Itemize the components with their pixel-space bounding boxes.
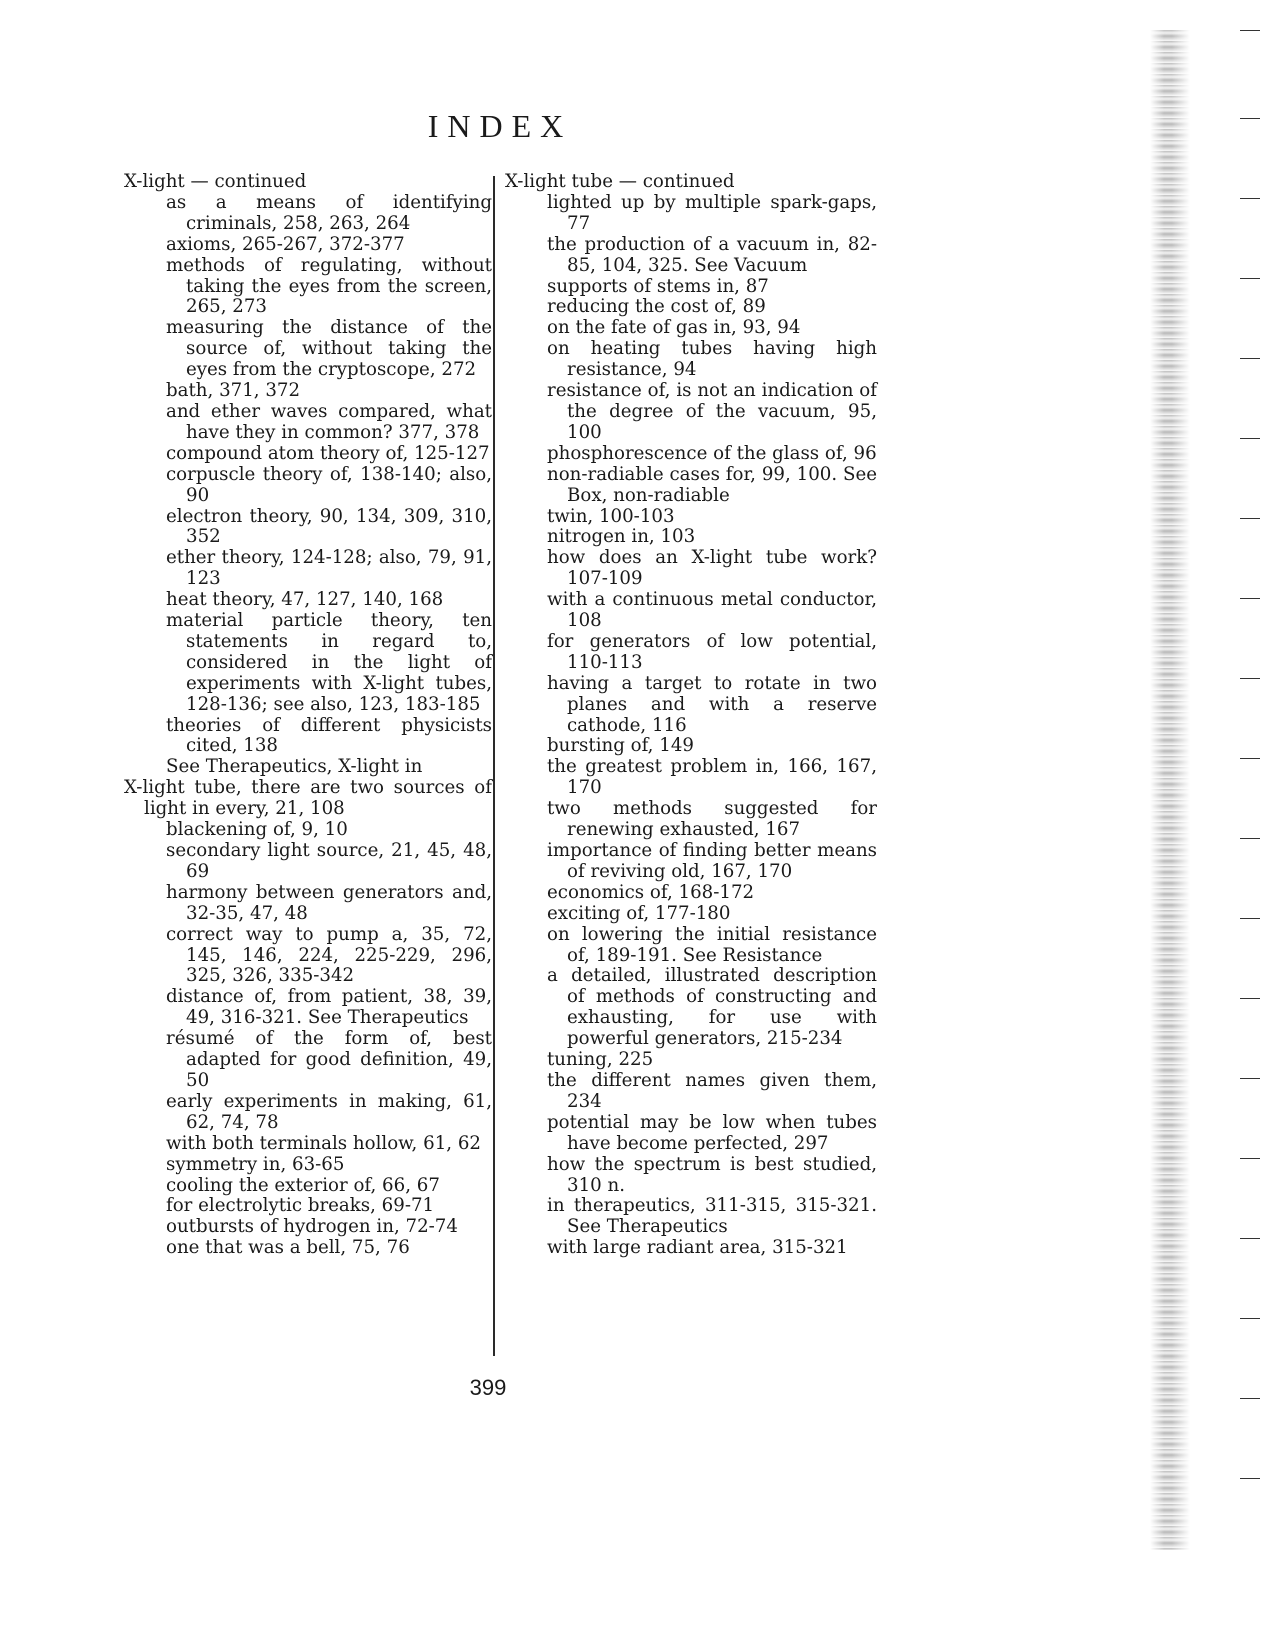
index-entry: blackening of, 9, 10 (166, 819, 348, 841)
index-entry: supports of stems in, 87 (547, 275, 769, 297)
index-entry: the production of a vacuum in, 82-85, 104, 325. See Vacuum (547, 233, 877, 276)
index-entry: one that was a bell, 75, 76 (166, 1237, 410, 1259)
index-column-left (124, 172, 492, 1259)
scanned-binding-edge (1150, 30, 1190, 1550)
margin-tick (1240, 838, 1260, 839)
margin-tick (1240, 358, 1260, 359)
index-entry: potential may be low when tubes have become perfected, 297 (547, 1111, 877, 1154)
index-entry: résumé of the form of, best adapted for good definition, 49, 50 (166, 1028, 492, 1091)
index-entry: resistance of, is not an indication of the degree of the vacuum, 95, 100 (547, 380, 877, 443)
index-entry: bath, 371, 372 (166, 380, 301, 402)
index-entry: methods of regulating, without taking the eyes from the screen, 265, 273 (166, 254, 492, 318)
index-entry: material particle theory, ten statements in regard to, considered in the light of experiments with X-light tubes, 128-136; see also, 123, 183-185 (166, 610, 492, 715)
index-entry: how does an X-light tube work? 107-109 (547, 547, 877, 590)
index-entry: heat theory, 47, 127, 140, 168 (166, 589, 444, 611)
index-entry: importance of finding better means of reviving old, 167, 170 (547, 840, 877, 882)
index-entry: on heating tubes having high resistance, 94 (547, 338, 877, 381)
index-entry: on lowering the initial resistance of, 189-191. See Resistance (547, 923, 877, 966)
margin-tick (1240, 518, 1260, 519)
margin-tick (1240, 1078, 1260, 1079)
index-entry: outbursts of hydrogen in, 72-74 (166, 1216, 458, 1238)
index-entry: nitrogen in, 103 (547, 526, 696, 548)
margin-tick (1240, 1158, 1260, 1159)
margin-tick (1240, 1398, 1260, 1399)
index-entry: for generators of low potential, 110-113 (547, 630, 877, 673)
index-entry: for electrolytic breaks, 69-71 (166, 1195, 435, 1217)
index-entry: reducing the cost of, 89 (547, 296, 766, 318)
index-entry: ether theory, 124-128; also, 79, 91, 123 (166, 547, 492, 590)
page-number: 399 (469, 1375, 507, 1400)
index-entry: the greatest problem in, 166, 167, 170 (547, 756, 877, 799)
index-heading: X-light tube, there are two sources of light in every, 21, 108 (124, 777, 492, 820)
margin-tick (1240, 1318, 1260, 1319)
index-entry: compound atom theory of, 125-127 (166, 442, 490, 464)
index-entry: on the fate of gas in, 93, 94 (547, 317, 801, 339)
index-entry: how the spectrum is best studied, 310 n. (547, 1153, 877, 1196)
index-entry: two methods suggested for renewing exhausted, 167 (547, 798, 877, 841)
index-entry: and ether waves compared, what have they in common? 377, 378 (166, 400, 492, 443)
index-entry: with large radiant area, 315-321 (547, 1237, 848, 1259)
margin-tick (1240, 278, 1260, 279)
index-entry: as a means of identifying criminals, 258, 263, 264 (166, 191, 492, 234)
index-entry: measuring the distance of the source of, without taking the eyes from the cryptoscope, 272 (166, 317, 492, 381)
margin-tick (1240, 438, 1260, 439)
index-entry: symmetry in, 63-65 (166, 1153, 345, 1175)
index-entry: See Therapeutics, X-light in (166, 756, 423, 778)
index-entry: early experiments in making, 61, 62, 74, 78 (166, 1090, 492, 1133)
index-entry: twin, 100-103 (547, 505, 675, 527)
margin-tick (1240, 998, 1260, 999)
index-entry: economics of, 168-172 (547, 881, 755, 903)
margin-tick (1240, 678, 1260, 679)
index-entry: in therapeutics, 311-315, 315-321. See Therapeutics (547, 1195, 877, 1238)
index-entry: tuning, 225 (547, 1049, 654, 1071)
index-heading: X-light — continued (124, 171, 307, 192)
margin-tick (1240, 918, 1260, 919)
margin-tick (1240, 758, 1260, 759)
page-title: INDEX (427, 108, 573, 144)
index-entry: phosphorescence of the glass of, 96 (547, 442, 877, 464)
index-entry: electron theory, 90, 134, 309, 310, 352 (166, 505, 492, 548)
index-entry: axioms, 265-267, 372-377 (166, 233, 405, 255)
index-entry: with both terminals hollow, 61, 62 (166, 1132, 481, 1154)
margin-tick (1240, 198, 1260, 199)
index-entry: secondary light source, 21, 45, 48, 69 (166, 840, 492, 882)
index-entry: having a target to rotate in two planes and with a reserve cathode, 116 (547, 672, 877, 736)
margin-tick (1240, 1478, 1260, 1479)
index-entry: non-radiable cases for, 99, 100. See Box, non-radiable (547, 463, 877, 506)
index-entry: bursting of, 149 (547, 735, 694, 757)
margin-tick (1240, 598, 1260, 599)
column-divider (493, 176, 495, 1356)
index-entry: distance of, from patient, 38, 39, 49, 316-321. See Therapeutics (166, 986, 492, 1029)
index-entry: a detailed, illustrated description of methods of constructing and exhausting, for use with powerful generators, 215-234 (547, 965, 877, 1050)
index-entry: correct way to pump a, 35, 72, 145, 146, 224, 225-229, 296, 325, 326, 335-342 (166, 923, 492, 987)
margin-tick (1240, 1238, 1260, 1239)
margin-tick-marks (1240, 0, 1262, 1640)
index-entry: the different names given them, 234 (547, 1069, 877, 1112)
index-entry: lighted up by multiple spark-gaps, 77 (547, 191, 877, 234)
index-column-right (505, 172, 877, 1259)
index-entry: harmony between generators and, 32-35, 47, 48 (166, 881, 492, 924)
index-entry: cooling the exterior of, 66, 67 (166, 1174, 440, 1196)
index-entry: theories of different physicists cited, 138 (166, 714, 492, 757)
index-heading: X-light tube — continued (505, 171, 735, 192)
index-entry: corpuscle theory of, 138-140; also, 90 (166, 463, 492, 506)
margin-tick (1240, 118, 1260, 119)
index-entry: exciting of, 177-180 (547, 902, 731, 924)
index-entry: with a continuous metal conductor, 108 (547, 589, 877, 632)
margin-tick (1240, 30, 1260, 31)
